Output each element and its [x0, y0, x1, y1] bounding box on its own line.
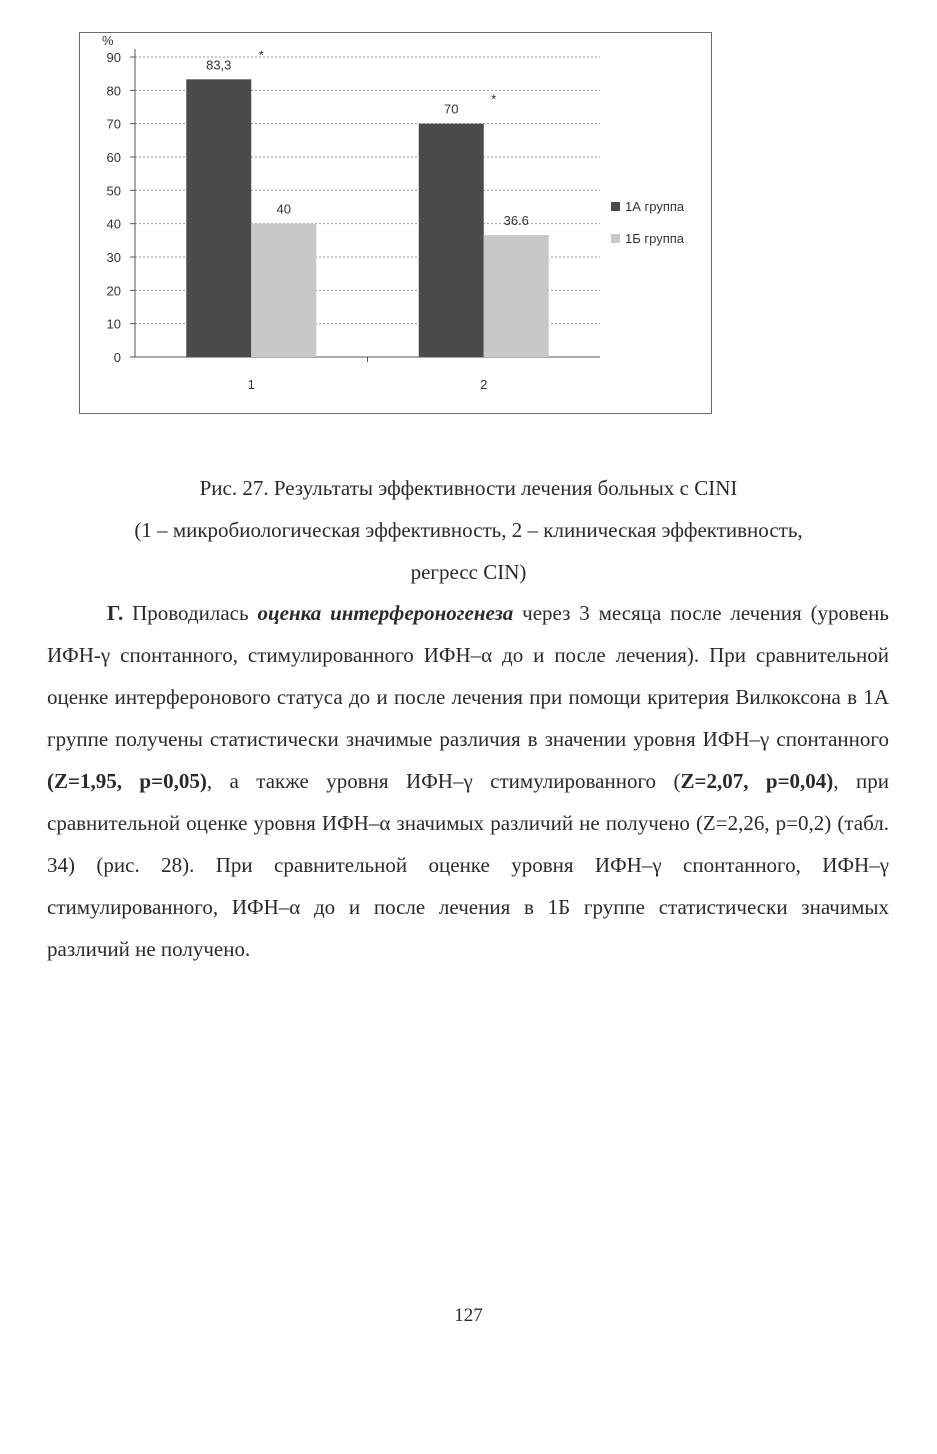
significance-mark: * — [491, 91, 497, 107]
data-label: 36.6 — [503, 213, 529, 228]
data-label: 70 — [444, 101, 459, 117]
y-tick-label: 90 — [106, 50, 121, 65]
emphasis-term: оценка интерфероногенеза — [257, 601, 514, 625]
data-label: 40 — [276, 201, 291, 217]
x-tick-label: 2 — [480, 377, 488, 392]
bar — [419, 124, 484, 357]
body-paragraph — [47, 592, 889, 970]
bar — [484, 235, 549, 357]
x-tick-label: 1 — [247, 377, 255, 392]
y-tick-label: 30 — [106, 250, 121, 265]
legend-swatch — [611, 234, 620, 243]
y-tick-label: 10 — [106, 316, 121, 332]
y-tick-label: 80 — [106, 83, 121, 99]
figure-caption-line-2: (1 – микробиологическая эффективность, 2 – клиническая эффективность, — [134, 518, 803, 542]
y-tick-label: 70 — [106, 116, 121, 132]
figure-caption-line-1: Рис. 27. Результаты эффективности лечения больных с CINI — [199, 476, 738, 500]
significance-mark: * — [258, 47, 264, 63]
legend-label: 1А группа — [625, 199, 685, 214]
bar — [186, 79, 251, 357]
bar-chart — [80, 33, 713, 415]
paragraph-text-1: Проводилась — [123, 601, 258, 625]
y-tick-label: 40 — [106, 216, 121, 232]
stat-result-2: Z=2,07, p=0,04) — [680, 769, 834, 793]
y-tick-label: 0 — [113, 350, 121, 365]
chart-frame — [79, 32, 712, 414]
y-tick-label: 60 — [106, 150, 121, 165]
legend-label: 1Б группа — [625, 231, 685, 246]
stat-result-1: (Z=1,95, p=0,05) — [47, 769, 207, 793]
paragraph-text-2: через 3 месяца после лечения (уровень ИФН-γ спонтанного, стимулированного ИФН–α до и после лечения). При сравнительной оценке интерферонового статуса до и после лечения при помощи критерия Вилкоксона в 1А группе получены статистически значимые различия в значении уровня ИФН–γ спонтанного — [47, 601, 889, 751]
paragraph-text-4: , при сравнительной оценке уровня ИФН–α значимых различий не получено (Z=2,26, p=0,2) (табл. 34) (рис. 28). При сравнительной оценке уровня ИФН–γ спонтанного, ИФН–γ стимулированного, ИФН–α до и после лечения в 1Б группе статистически значимых различий не получено. — [47, 769, 889, 961]
section-letter: Г. — [107, 601, 124, 625]
data-label: 83,3 — [206, 57, 232, 73]
page-number: 127 — [454, 1305, 483, 1326]
legend-swatch — [611, 202, 620, 211]
figure-caption-line-3: регресс CIN) — [410, 560, 527, 584]
y-axis-unit-label: % — [102, 33, 114, 48]
paragraph-text-3: , а также уровня ИФН–γ стимулированного ( — [206, 769, 681, 793]
y-tick-label: 20 — [106, 283, 121, 299]
y-tick-label: 50 — [106, 183, 121, 199]
bar — [251, 224, 316, 357]
